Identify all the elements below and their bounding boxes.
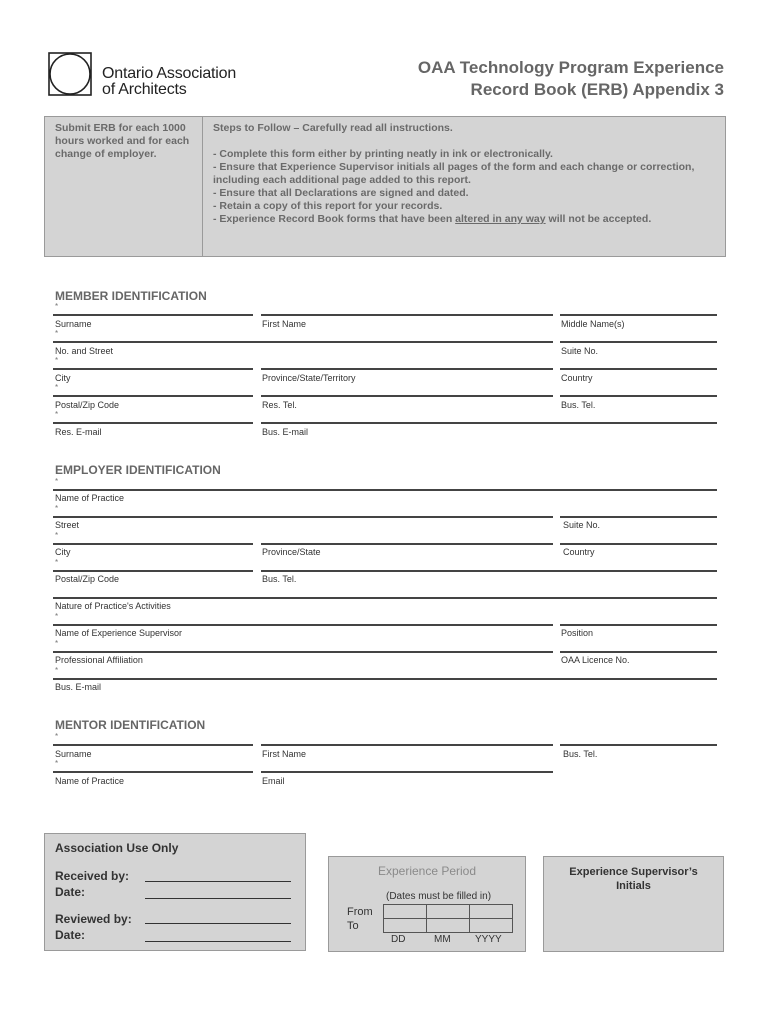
mentor-section-heading: MENTOR IDENTIFICATION xyxy=(55,718,206,732)
required-marker: * xyxy=(55,531,59,540)
reviewed-by-label: Reviewed by: xyxy=(55,912,132,926)
bus-email-field[interactable] xyxy=(261,422,717,424)
step-item: - Experience Record Book forms that have been altered in any way will not be accepted. xyxy=(213,213,652,225)
city-field[interactable] xyxy=(53,368,253,370)
member-section-heading: MEMBER IDENTIFICATION xyxy=(55,289,207,303)
surname-label: Surname xyxy=(55,319,92,329)
province-label: Province/State/Territory xyxy=(262,373,356,383)
licence-field[interactable] xyxy=(560,651,717,653)
step-item: - Ensure that all Declarations are signed and dated. xyxy=(213,187,469,199)
employer-city-label: City xyxy=(55,547,71,557)
required-marker: * xyxy=(55,477,59,486)
first-name-label: First Name xyxy=(262,319,307,329)
submit-note: Submit ERB for each 1000 hours worked and for each change of employer. xyxy=(45,117,203,256)
employer-bus-email-label: Bus. E-mail xyxy=(55,682,102,692)
steps-to-follow xyxy=(213,122,719,226)
to-dd-cell[interactable] xyxy=(384,919,427,933)
bus-email-label: Bus. E-mail xyxy=(262,427,309,437)
middle-names-field[interactable] xyxy=(560,314,717,316)
suite-label: Suite No. xyxy=(561,346,599,356)
mentor-email-label: Email xyxy=(262,776,285,786)
instructions-box xyxy=(44,116,726,257)
surname-field[interactable] xyxy=(53,314,253,316)
required-marker: * xyxy=(55,329,59,338)
employer-postal-field[interactable] xyxy=(53,570,253,572)
licence-label: OAA Licence No. xyxy=(561,655,630,665)
required-marker: * xyxy=(55,639,59,648)
required-marker: * xyxy=(55,504,59,513)
practice-name-field[interactable] xyxy=(53,489,717,491)
oaa-logo-icon xyxy=(48,52,92,96)
to-label: To xyxy=(347,920,359,932)
position-label: Position xyxy=(561,628,594,638)
reviewed-date-field[interactable] xyxy=(145,941,291,942)
res-tel-field[interactable] xyxy=(261,395,553,397)
step-item: - Complete this form either by printing neatly in ink or electronically. xyxy=(213,148,553,160)
street-label: No. and Street xyxy=(55,346,114,356)
res-tel-label: Res. Tel. xyxy=(262,400,297,410)
employer-suite-field[interactable] xyxy=(560,516,717,518)
employer-street-label: Street xyxy=(55,520,80,530)
employer-postal-label: Postal/Zip Code xyxy=(55,574,120,584)
received-date-field[interactable] xyxy=(145,898,291,899)
required-marker: * xyxy=(55,302,59,311)
mm-label: MM xyxy=(434,934,451,945)
mentor-email-field[interactable] xyxy=(261,771,553,773)
first-name-field[interactable] xyxy=(261,314,553,316)
required-marker: * xyxy=(55,666,59,675)
mentor-surname-label: Surname xyxy=(55,749,92,759)
organization-name: Ontario Association of Architects xyxy=(102,65,237,98)
supervisor-name-field[interactable] xyxy=(53,624,553,626)
from-label: From xyxy=(347,906,373,918)
employer-section-heading: EMPLOYER IDENTIFICATION xyxy=(55,463,221,477)
middle-names-label: Middle Name(s) xyxy=(561,319,625,329)
mentor-first-name-label: First Name xyxy=(262,749,307,759)
employer-city-field[interactable] xyxy=(53,543,253,545)
practice-activities-field[interactable] xyxy=(53,597,717,599)
res-email-label: Res. E-mail xyxy=(55,427,102,437)
experience-period-title: Experience Period xyxy=(377,864,477,878)
employer-province-field[interactable] xyxy=(261,543,553,545)
province-field[interactable] xyxy=(261,368,553,370)
affiliation-label: Professional Affiliation xyxy=(55,655,143,665)
supervisor-name-label: Name of Experience Supervisor xyxy=(55,628,183,638)
received-by-field[interactable] xyxy=(145,881,291,882)
employer-country-label: Country xyxy=(563,547,595,557)
dd-label: DD xyxy=(391,934,406,945)
date-label: Date: xyxy=(55,928,86,942)
association-use-box xyxy=(44,833,306,951)
employer-bus-tel-field[interactable] xyxy=(261,570,717,572)
employer-suite-label: Suite No. xyxy=(563,520,601,530)
bus-tel-field[interactable] xyxy=(560,395,717,397)
employer-province-label: Province/State xyxy=(262,547,321,557)
employer-bus-email-field[interactable] xyxy=(53,678,717,680)
page-title: OAA Technology Program Experience Record Book (ERB) Appendix 3 xyxy=(417,58,724,99)
required-marker: * xyxy=(55,759,59,768)
required-marker: * xyxy=(55,383,59,392)
mentor-practice-label: Name of Practice xyxy=(55,776,125,786)
received-by-label: Received by: xyxy=(55,869,130,883)
required-marker: * xyxy=(55,732,59,741)
required-marker: * xyxy=(55,410,59,419)
supervisor-initials-label: Experience Supervisor’s Initials xyxy=(569,866,698,892)
country-label: Country xyxy=(561,373,593,383)
employer-country-field[interactable] xyxy=(560,543,717,545)
postal-label: Postal/Zip Code xyxy=(55,400,120,410)
step-item: - Retain a copy of this report for your records. xyxy=(213,200,443,212)
from-mm-cell[interactable] xyxy=(427,905,470,919)
mentor-surname-field[interactable] xyxy=(53,744,253,746)
date-label: Date: xyxy=(55,885,86,899)
mentor-first-name-field[interactable] xyxy=(261,744,553,746)
bus-tel-label: Bus. Tel. xyxy=(561,400,596,410)
from-dd-cell[interactable] xyxy=(384,905,427,919)
steps-heading: Steps to Follow – Carefully read all instructions. xyxy=(213,122,453,134)
from-yyyy-cell[interactable] xyxy=(470,905,513,919)
country-field[interactable] xyxy=(560,368,717,370)
required-marker: * xyxy=(55,612,59,621)
practice-name-label: Name of Practice xyxy=(55,493,125,503)
practice-activities-label: Nature of Practice's Activities xyxy=(55,601,171,611)
employer-bus-tel-label: Bus. Tel. xyxy=(262,574,297,584)
position-field[interactable] xyxy=(560,624,717,626)
experience-period-box xyxy=(328,856,526,952)
dates-grid xyxy=(383,904,513,933)
postal-field[interactable] xyxy=(53,395,253,397)
suite-field[interactable] xyxy=(560,341,717,343)
dates-note: (Dates must be filled in) xyxy=(386,891,492,902)
association-title: Association Use Only xyxy=(55,841,179,855)
employer-street-field[interactable] xyxy=(53,516,553,518)
street-field[interactable] xyxy=(53,341,553,343)
to-mm-cell[interactable] xyxy=(427,919,470,933)
to-yyyy-cell[interactable] xyxy=(470,919,513,933)
step-item: - Ensure that Experience Supervisor initials all pages of the form and each change or correction, including each additional page added to this report. xyxy=(213,161,695,186)
res-email-field[interactable] xyxy=(53,422,253,424)
mentor-bus-tel-label: Bus. Tel. xyxy=(563,749,598,759)
required-marker: * xyxy=(55,558,59,567)
required-marker: * xyxy=(55,356,59,365)
yyyy-label: YYYY xyxy=(475,934,502,945)
supervisor-initials-box[interactable] xyxy=(543,856,724,952)
reviewed-by-field[interactable] xyxy=(145,923,291,924)
mentor-practice-field[interactable] xyxy=(53,771,253,773)
affiliation-field[interactable] xyxy=(53,651,553,653)
city-label: City xyxy=(55,373,71,383)
mentor-bus-tel-field[interactable] xyxy=(560,744,717,746)
